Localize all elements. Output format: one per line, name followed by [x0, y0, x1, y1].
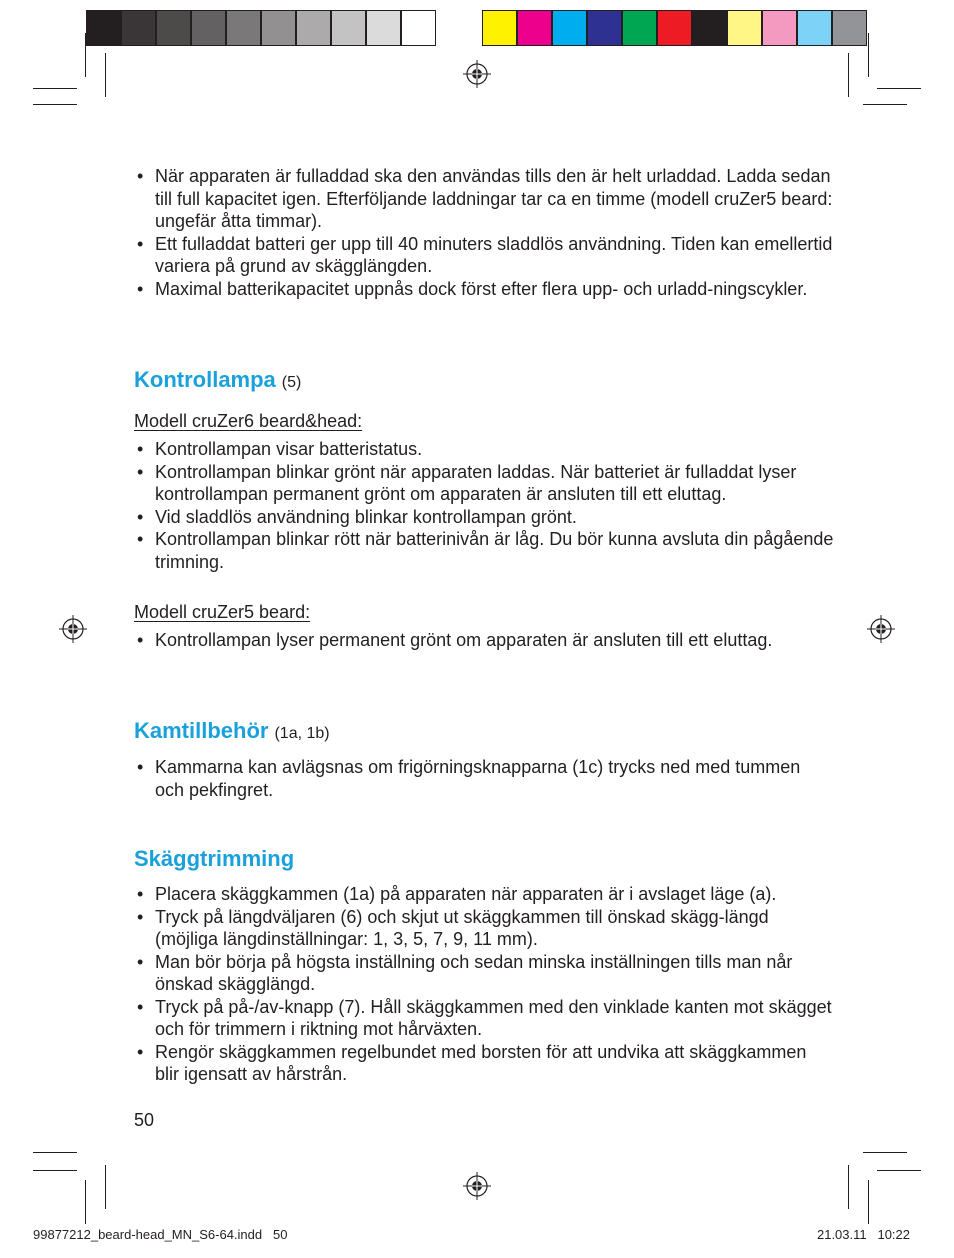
gray-swatch: [366, 10, 401, 46]
bullet-item: • Kontrollampan blinkar rött när batterinivån är låg. Du bör kunna avsluta din pågående trimning.: [134, 528, 834, 573]
gray-swatch: [401, 10, 436, 46]
gray-swatch: [191, 10, 226, 46]
gray-swatch: [261, 10, 296, 46]
color-swatch: [832, 10, 867, 46]
section-title: Kontrollampa: [134, 367, 276, 392]
crop-mark: [863, 1152, 907, 1153]
registration-mark-icon: [867, 615, 895, 643]
crop-mark: [33, 1152, 77, 1153]
bullet-item: • Tryck på på-/av-knapp (7). Håll skäggkammen med den vinklade kanten mot skägget och för trimmern i riktning mot hårväxten.: [134, 996, 834, 1041]
bullet-item: • Man bör börja på högsta inställning och sedan minska inställningen tills man når önskad skägglängd.: [134, 951, 834, 996]
crop-mark: [105, 53, 106, 97]
footer-date-slug: 21.03.11 10:22: [816, 1227, 910, 1242]
crop-mark: [877, 88, 921, 89]
color-swatch: [762, 10, 797, 46]
color-swatch: [797, 10, 832, 46]
section-heading-kontrollampa: [134, 366, 301, 397]
crop-mark: [868, 33, 869, 77]
color-swatch: [727, 10, 762, 46]
crop-mark: [868, 1180, 869, 1224]
section-heading-kamtillbehor: [134, 717, 330, 748]
model1-bullet-list: [134, 438, 834, 573]
crop-mark: [105, 1165, 106, 1209]
gray-swatch: [86, 10, 121, 46]
crop-mark: [33, 104, 77, 105]
section-ref: (5): [281, 374, 302, 391]
crop-mark: [863, 104, 907, 105]
gray-swatch: [296, 10, 331, 46]
bullet-item: • Maximal batterikapacitet uppnås dock först efter flera upp- och urladd-ningscykler.: [134, 278, 834, 301]
crop-mark: [877, 1170, 921, 1171]
bullet-item: • Kontrollampan blinkar grönt när apparaten laddas. När batteriet är fulladdat lyser kontrollampan permanent grönt om apparaten är ansluten till ett eluttag.: [134, 461, 834, 506]
crop-mark: [85, 1180, 86, 1224]
model-label-cruzer5: Modell cruZer5 beard:: [134, 602, 311, 622]
model2-bullet-list: [134, 629, 834, 652]
gray-calibration-bar: [86, 10, 436, 46]
bullet-item: • Kontrollampan visar batteristatus.: [134, 438, 834, 461]
gray-swatch: [156, 10, 191, 46]
color-swatch: [517, 10, 552, 46]
page-number: 50: [134, 1110, 155, 1130]
bullet-item: • Tryck på längdväljaren (6) och skjut ut skäggkammen till önskad skägg-längd (möjliga längdinställningar: 1, 3, 5, 7, 9, 11 mm).: [134, 906, 834, 951]
skaggtrimming-section: [134, 883, 834, 1086]
bullet-item: • Rengör skäggkammen regelbundet med borsten för att undvika att skäggkammen blir igensatt av hårstrån.: [134, 1041, 834, 1086]
section-title: Skäggtrimming: [134, 846, 295, 871]
kamtillbehor-section: [134, 756, 834, 801]
model1-section: [134, 438, 834, 573]
color-swatch: [622, 10, 657, 46]
kamtillbehor-bullet-list: [134, 756, 834, 801]
intro-section: [134, 165, 834, 300]
color-swatch: [587, 10, 622, 46]
crop-mark: [848, 1165, 849, 1209]
bullet-item: • Kammarna kan avlägsnas om frigörningsknapparna (1c) trycks ned med tummen och pekfingret.: [134, 756, 834, 801]
color-swatch: [692, 10, 727, 46]
gray-swatch: [121, 10, 156, 46]
gray-swatch: [331, 10, 366, 46]
registration-mark-icon: [463, 60, 491, 88]
bullet-item: • Vid sladdlös användning blinkar kontrollampan grönt.: [134, 506, 834, 529]
model2-section: [134, 629, 834, 652]
color-swatch: [657, 10, 692, 46]
bullet-item: • När apparaten är fulladdad ska den användas tills den är helt urladdad. Ladda sedan till full kapacitet igen. Efterföljande laddningar tar ca en timme (modell cruZer5 beard: ungefär åtta timmar).: [134, 165, 834, 233]
bullet-item: • Ett fulladdat batteri ger upp till 40 minuters sladdlös användning. Tiden kan emellertid variera på grund av skägglängden.: [134, 233, 834, 278]
crop-mark: [33, 1170, 77, 1171]
registration-mark-icon: [59, 615, 87, 643]
crop-mark: [85, 33, 86, 77]
section-title: Kamtillbehör: [134, 718, 269, 743]
bullet-item: • Kontrollampan lyser permanent grönt om apparaten är ansluten till ett eluttag.: [134, 629, 834, 652]
color-swatch: [552, 10, 587, 46]
crop-mark: [33, 88, 77, 89]
registration-mark-icon: [463, 1172, 491, 1200]
model-label-cruzer6: Modell cruZer6 beard&head:: [134, 411, 363, 431]
gray-swatch: [226, 10, 261, 46]
section-heading-skaggtrimming: [134, 845, 294, 873]
color-calibration-bar: [482, 10, 867, 46]
section-ref: (1a, 1b): [274, 725, 330, 742]
crop-mark: [848, 53, 849, 97]
intro-bullet-list: [134, 165, 834, 300]
color-swatch: [482, 10, 517, 46]
skaggtrimming-bullet-list: [134, 883, 834, 1086]
footer-file-slug: 99877212_beard-head_MN_S6-64.indd 50: [33, 1227, 288, 1242]
bullet-item: • Placera skäggkammen (1a) på apparaten när apparaten är i avslaget läge (a).: [134, 883, 834, 906]
